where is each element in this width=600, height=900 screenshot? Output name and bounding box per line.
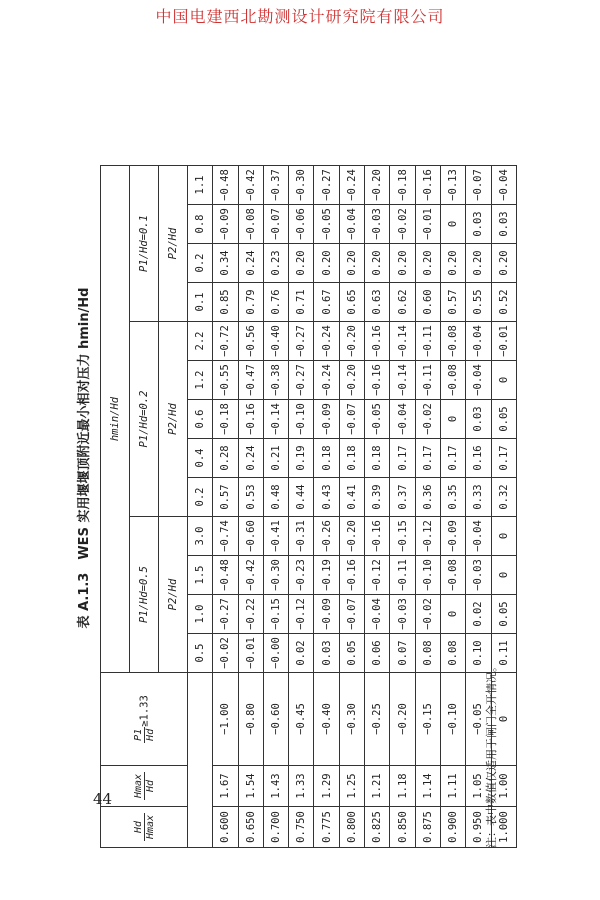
table-row <box>365 166 390 848</box>
p2-subheader-1: P2/Hd <box>159 322 188 517</box>
table-cell: 1.000 <box>491 807 516 848</box>
table-cell: 0.03 <box>466 400 491 439</box>
table-cell: −0.09 <box>314 595 339 634</box>
table-cell: 0.650 <box>238 807 263 848</box>
table-cell: 0.60 <box>415 283 440 322</box>
table-cell: 0.17 <box>440 439 465 478</box>
table-cell: −0.05 <box>314 205 339 244</box>
table-caption: 表 A.1.3 WES 实用堰堰顶附近最小相对压力 hmin/Hd <box>77 287 92 629</box>
table-cell: −0.31 <box>289 517 314 556</box>
table-cell: −0.05 <box>365 400 390 439</box>
table-cell: −0.24 <box>314 361 339 400</box>
table-cell: −0.11 <box>415 322 440 361</box>
table-row <box>263 166 288 848</box>
table-cell: 0.775 <box>314 807 339 848</box>
table-cell: −0.22 <box>238 595 263 634</box>
table-cell: −0.12 <box>415 517 440 556</box>
table-cell: −0.20 <box>339 517 364 556</box>
p2-value: 3.0 <box>188 517 213 556</box>
table-cell: −0.10 <box>440 673 465 766</box>
table-cell: −0.09 <box>440 517 465 556</box>
table-cell: −0.02 <box>415 400 440 439</box>
table-cell: 0 <box>491 673 516 766</box>
table-cell: 0.71 <box>289 283 314 322</box>
table-cell: −0.02 <box>213 634 238 673</box>
company-header: 中国电建西北勘测设计研究院有限公司 <box>155 7 445 26</box>
table-cell: 0.05 <box>491 595 516 634</box>
table-cell: −0.08 <box>440 556 465 595</box>
table-cell: −0.24 <box>314 322 339 361</box>
table-cell: 0.76 <box>263 283 288 322</box>
table-cell: −0.80 <box>238 673 263 766</box>
table-cell: −0.02 <box>390 205 415 244</box>
table-cell: −0.14 <box>390 361 415 400</box>
table-cell: −0.07 <box>339 400 364 439</box>
table-cell: 0.20 <box>339 244 364 283</box>
table-cell: −0.15 <box>263 595 288 634</box>
table-cell: 0.67 <box>314 283 339 322</box>
table-row <box>213 166 238 848</box>
table-row <box>339 166 364 848</box>
table-cell: 0.57 <box>213 478 238 517</box>
p2-value: 1.1 <box>188 166 213 205</box>
table-cell: 0 <box>491 361 516 400</box>
table-cell: 0.11 <box>491 634 516 673</box>
table-cell: −0.55 <box>213 361 238 400</box>
table-cell: −0.14 <box>263 400 288 439</box>
table-cell: −0.00 <box>263 634 288 673</box>
p2-value: 0.8 <box>188 205 213 244</box>
table-cell: 1.29 <box>314 766 339 807</box>
table-cell: 0.06 <box>365 634 390 673</box>
table-cell: −0.04 <box>466 361 491 400</box>
table-cell: −0.48 <box>213 556 238 595</box>
table-cell: 0.35 <box>440 478 465 517</box>
table-cell: −0.06 <box>289 205 314 244</box>
table-cell: −0.16 <box>238 400 263 439</box>
p2-value: 1.0 <box>188 595 213 634</box>
table-row <box>238 166 263 848</box>
table-cell: −0.38 <box>263 361 288 400</box>
table-cell: −0.30 <box>339 673 364 766</box>
table-cell: 0.05 <box>491 400 516 439</box>
table-cell: 0.62 <box>390 283 415 322</box>
table-cell: 0.20 <box>491 244 516 283</box>
table-cell: 0.20 <box>314 244 339 283</box>
table-cell: 0.41 <box>339 478 364 517</box>
table-cell: −0.12 <box>365 556 390 595</box>
table-cell: −0.11 <box>415 361 440 400</box>
table-cell: 0 <box>491 517 516 556</box>
group-header-2: P1/Hd=0.1 <box>130 166 159 322</box>
table-cell: 0.79 <box>238 283 263 322</box>
p1-hd-header: P1 Hd ≥1.33 <box>101 673 188 766</box>
header-row-1 <box>101 166 130 848</box>
table-cell: −0.27 <box>289 361 314 400</box>
table-cell: −0.20 <box>390 673 415 766</box>
group-header-1: P1/Hd=0.2 <box>130 322 159 517</box>
table-cell: −0.08 <box>440 361 465 400</box>
table-cell: −0.16 <box>365 361 390 400</box>
table-cell: −0.04 <box>365 595 390 634</box>
table-cell: 0.900 <box>440 807 465 848</box>
table-cell: −0.01 <box>491 322 516 361</box>
table-cell: 1.11 <box>440 766 465 807</box>
table-cell: −0.10 <box>415 556 440 595</box>
table-cell: 0.34 <box>213 244 238 283</box>
table-cell: 0.20 <box>390 244 415 283</box>
table-cell: −0.08 <box>238 205 263 244</box>
table-cell: 1.33 <box>289 766 314 807</box>
table-cell: −0.20 <box>365 166 390 205</box>
table-cell: −0.18 <box>390 166 415 205</box>
table-cell: −0.01 <box>415 205 440 244</box>
table-cell: −0.15 <box>390 517 415 556</box>
table-cell: 0.03 <box>491 205 516 244</box>
table-cell: 0.36 <box>415 478 440 517</box>
p2-subheader-0: P2/Hd <box>159 517 188 673</box>
table-cell: −0.14 <box>390 322 415 361</box>
table-cell: 0.28 <box>213 439 238 478</box>
hmax-hd-header: Hmax Hd <box>101 766 188 807</box>
table-cell: 0.16 <box>466 439 491 478</box>
table-cell: −0.24 <box>339 166 364 205</box>
table-cell: −0.04 <box>390 400 415 439</box>
p2-value: 1.2 <box>188 361 213 400</box>
table-row <box>314 166 339 848</box>
table-cell: 0.18 <box>314 439 339 478</box>
page-number: 44 <box>93 790 113 808</box>
table-cell: −0.07 <box>263 205 288 244</box>
table-cell: −0.16 <box>415 166 440 205</box>
table-cell: 0.18 <box>365 439 390 478</box>
table-cell: −0.72 <box>213 322 238 361</box>
p2-value: 0.6 <box>188 400 213 439</box>
table-cell: 0.825 <box>365 807 390 848</box>
p2-value: 0.4 <box>188 439 213 478</box>
table-cell: 0.53 <box>238 478 263 517</box>
table-cell: −0.30 <box>289 166 314 205</box>
table-cell: −0.16 <box>365 517 390 556</box>
table-row <box>415 166 440 848</box>
table-cell: −0.09 <box>314 400 339 439</box>
table-cell: 0.600 <box>213 807 238 848</box>
table-cell: 0.17 <box>415 439 440 478</box>
table-cell: 0 <box>440 205 465 244</box>
table-cell: 0.20 <box>415 244 440 283</box>
table-cell: −0.74 <box>213 517 238 556</box>
rotated-table-page <box>73 68 510 848</box>
table-cell: −1.00 <box>213 673 238 766</box>
table-cell: 0.39 <box>365 478 390 517</box>
table-cell: 1.25 <box>339 766 364 807</box>
table-cell: −0.37 <box>263 166 288 205</box>
table-cell: 0.800 <box>339 807 364 848</box>
table-cell: 1.18 <box>390 766 415 807</box>
table-cell: −0.47 <box>238 361 263 400</box>
table-cell: 0.19 <box>289 439 314 478</box>
table-cell: −0.07 <box>339 595 364 634</box>
table-cell: −0.04 <box>466 322 491 361</box>
table-cell: 0.20 <box>289 244 314 283</box>
table-cell: −0.15 <box>415 673 440 766</box>
table-cell: 0.44 <box>289 478 314 517</box>
table-cell: 0.37 <box>390 478 415 517</box>
table-cell: 0.52 <box>491 283 516 322</box>
table-cell: −0.42 <box>238 166 263 205</box>
table-cell: 1.14 <box>415 766 440 807</box>
p2-values-blank <box>188 673 213 848</box>
table-cell: 0.23 <box>263 244 288 283</box>
table-cell: 0.85 <box>213 283 238 322</box>
table-cell: 0.03 <box>466 205 491 244</box>
pressure-table <box>100 165 517 848</box>
table-cell: −0.01 <box>238 634 263 673</box>
table-cell: −0.20 <box>339 361 364 400</box>
table-cell: −0.09 <box>213 205 238 244</box>
p2-value: 0.2 <box>188 478 213 517</box>
table-cell: 0.32 <box>491 478 516 517</box>
table-cell: 0.08 <box>415 634 440 673</box>
table-cell: 0.63 <box>365 283 390 322</box>
table-cell: −0.16 <box>365 322 390 361</box>
table-cell: 0.18 <box>339 439 364 478</box>
table-row <box>440 166 465 848</box>
p2-value: 1.5 <box>188 556 213 595</box>
table-cell: 0.24 <box>238 439 263 478</box>
table-cell: −0.10 <box>289 400 314 439</box>
table-cell: 0.65 <box>339 283 364 322</box>
table-cell: −0.60 <box>263 673 288 766</box>
table-cell: −0.26 <box>314 517 339 556</box>
table-cell: −0.48 <box>213 166 238 205</box>
table-cell: 0.03 <box>314 634 339 673</box>
table-cell: 0.850 <box>390 807 415 848</box>
hd-hmax-header: Hd Hmax <box>101 807 188 848</box>
table-cell: 0.10 <box>466 634 491 673</box>
table-cell: 0.21 <box>263 439 288 478</box>
table-cell: 0.17 <box>390 439 415 478</box>
table-cell: 1.67 <box>213 766 238 807</box>
table-cell: 0.07 <box>390 634 415 673</box>
table-cell: −0.13 <box>440 166 465 205</box>
p2-value: 0.2 <box>188 244 213 283</box>
table-cell: 1.43 <box>263 766 288 807</box>
table-cell: 1.54 <box>238 766 263 807</box>
table-cell: −0.11 <box>390 556 415 595</box>
table-cell: −0.42 <box>238 556 263 595</box>
table-cell: 1.05 <box>466 766 491 807</box>
table-cell: 0.20 <box>440 244 465 283</box>
table-cell: 0.55 <box>466 283 491 322</box>
table-row <box>390 166 415 848</box>
hmin-hd-header: hmin/Hd <box>101 166 130 673</box>
table-cell: −0.04 <box>339 205 364 244</box>
table-cell: 0.43 <box>314 478 339 517</box>
table-cell: 0.08 <box>440 634 465 673</box>
table-cell: −0.40 <box>314 673 339 766</box>
table-cell: −0.16 <box>339 556 364 595</box>
p2-subheader-2: P2/Hd <box>159 166 188 322</box>
table-cell: 0.57 <box>440 283 465 322</box>
table-cell: 0.700 <box>263 807 288 848</box>
table-note: 注：表中数值仅适用于闸门全开情况。 <box>485 661 498 848</box>
table-cell: 0.950 <box>466 807 491 848</box>
table-cell: −0.03 <box>466 556 491 595</box>
table-cell: 0.875 <box>415 807 440 848</box>
table-cell: −0.25 <box>365 673 390 766</box>
table-cell: 0.17 <box>491 439 516 478</box>
table-cell: −0.07 <box>466 166 491 205</box>
p2-value: 0.5 <box>188 634 213 673</box>
table-cell: −0.27 <box>314 166 339 205</box>
table-cell: −0.18 <box>213 400 238 439</box>
table-cell: −0.41 <box>263 517 288 556</box>
table-cell: −0.03 <box>365 205 390 244</box>
table-cell: −0.23 <box>289 556 314 595</box>
table-cell: −0.56 <box>238 322 263 361</box>
table-cell: −0.27 <box>289 322 314 361</box>
table-cell: 0.02 <box>466 595 491 634</box>
table-cell: 0.02 <box>289 634 314 673</box>
table-cell: 0 <box>440 400 465 439</box>
table-cell: −0.27 <box>213 595 238 634</box>
table-cell: 0 <box>440 595 465 634</box>
table-cell: 1.00 <box>491 766 516 807</box>
table-cell: −0.30 <box>263 556 288 595</box>
table-cell: 0.20 <box>365 244 390 283</box>
table-cell: −0.05 <box>466 673 491 766</box>
table-row <box>289 166 314 848</box>
table-cell: −0.60 <box>238 517 263 556</box>
table-cell: 0.33 <box>466 478 491 517</box>
table-cell: 0.20 <box>466 244 491 283</box>
table-cell: −0.04 <box>491 166 516 205</box>
p2-value: 0.1 <box>188 283 213 322</box>
table-cell: 0.05 <box>339 634 364 673</box>
table-cell: 0 <box>491 556 516 595</box>
table-cell: −0.45 <box>289 673 314 766</box>
table-cell: −0.02 <box>415 595 440 634</box>
table-cell: −0.04 <box>466 517 491 556</box>
table-cell: 0.24 <box>238 244 263 283</box>
p2-value: 2.2 <box>188 322 213 361</box>
table-cell: 0.48 <box>263 478 288 517</box>
table-cell: −0.19 <box>314 556 339 595</box>
p2-values-row <box>188 166 213 848</box>
table-cell: −0.03 <box>390 595 415 634</box>
table-cell: 0.750 <box>289 807 314 848</box>
table-cell: −0.08 <box>440 322 465 361</box>
table-cell: 1.21 <box>365 766 390 807</box>
group-header-0: P1/Hd=0.5 <box>130 517 159 673</box>
table-cell: −0.12 <box>289 595 314 634</box>
table-cell: −0.20 <box>339 322 364 361</box>
table-cell: −0.40 <box>263 322 288 361</box>
